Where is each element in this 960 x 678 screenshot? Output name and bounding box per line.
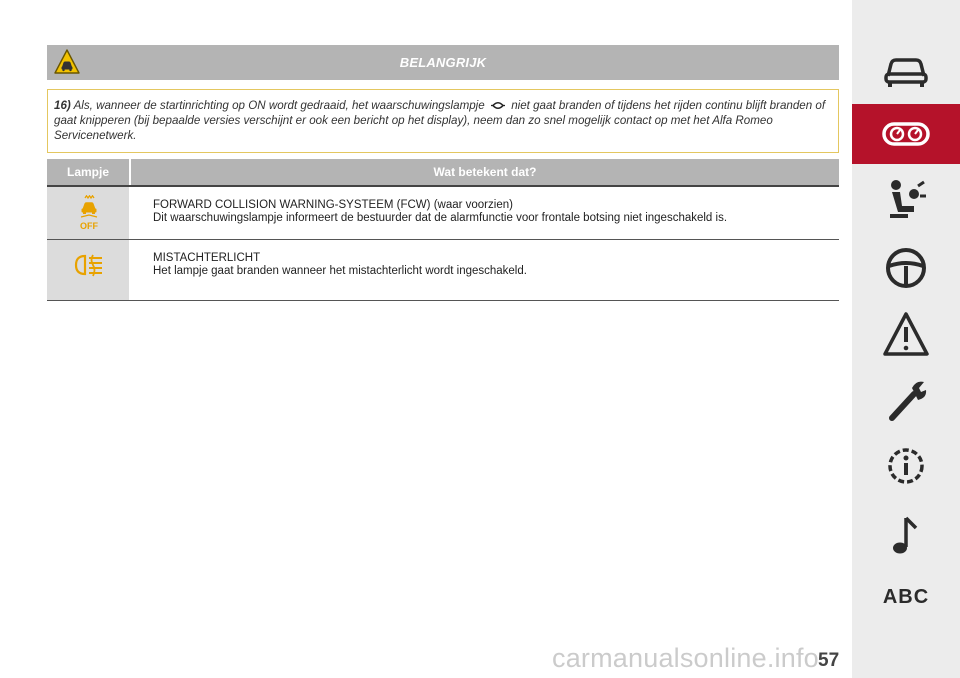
fcw-off-label: OFF <box>80 221 98 231</box>
warning-lamp-icon <box>491 101 505 110</box>
lamp-description: Dit waarschuwingslampje informeert de bestuurder dat de alarmfunctie voor frontale botsing niet ingeschakeld is. <box>153 212 728 224</box>
important-banner <box>47 45 839 80</box>
sidebar-item-index[interactable]: ABC <box>882 586 930 608</box>
sidebar-item-emergency[interactable] <box>852 304 960 364</box>
dashboard-gauges-icon <box>880 110 932 158</box>
table-row <box>47 187 839 240</box>
info-gear-icon <box>880 442 932 490</box>
note-number: 16) <box>54 99 71 112</box>
car-icon <box>880 46 932 94</box>
lamp-title: MISTACHTERLICHT <box>153 252 261 264</box>
warning-triangle-icon <box>880 310 932 358</box>
steering-wheel-icon <box>880 244 932 292</box>
sidebar-item-instruments[interactable] <box>852 104 960 164</box>
table-row <box>47 240 839 301</box>
lamp-description: Het lampje gaat branden wanneer het mistachterlicht wordt ingeschakeld. <box>153 265 527 277</box>
important-note <box>47 89 839 153</box>
watermark: carmanualsonline.info <box>552 643 819 673</box>
header-meaning: Wat betekent dat? <box>131 159 839 185</box>
lamp-title: FORWARD COLLISION WARNING-SYSTEEM (FCW) (waar voorzien) <box>153 199 513 211</box>
rear-fog-light-icon <box>73 252 105 278</box>
meaning-cell <box>129 240 839 300</box>
page-number: 57 <box>818 650 840 671</box>
seat-airbag-icon <box>880 176 932 224</box>
sidebar-item-multimedia[interactable] <box>852 506 960 566</box>
sidebar-item-vehicle[interactable] <box>852 40 960 100</box>
sidebar-item-technical-data[interactable] <box>852 436 960 496</box>
meaning-cell <box>129 187 839 239</box>
important-title: BELANGRIJK <box>399 55 487 70</box>
chapter-sidebar <box>852 0 960 678</box>
lamp-cell <box>47 187 129 239</box>
note-text-end: niet gaat branden of tijdens het rijden continu blijft branden of gaat knipperen (bij bepaalde versies verschijnt er ook een bericht op het display), neem dan zo snel mogelijk contact op met het Alfa Romeo Servicenetwerk. <box>54 99 826 142</box>
fcw-off-icon <box>76 195 102 231</box>
table-header <box>47 159 839 187</box>
header-lamp: Lampje <box>47 159 129 185</box>
music-note-icon <box>880 512 932 560</box>
note-text-start: Als, wanneer de startinrichting op ON wordt gedraaid, het waarschuwingslampje <box>73 99 485 112</box>
sidebar-item-driving[interactable] <box>852 238 960 298</box>
sidebar-item-maintenance[interactable] <box>852 370 960 430</box>
wrench-icon <box>880 376 932 424</box>
lamp-cell <box>47 240 129 300</box>
warning-lamps-table <box>47 159 839 301</box>
sidebar-item-safety[interactable] <box>852 170 960 230</box>
